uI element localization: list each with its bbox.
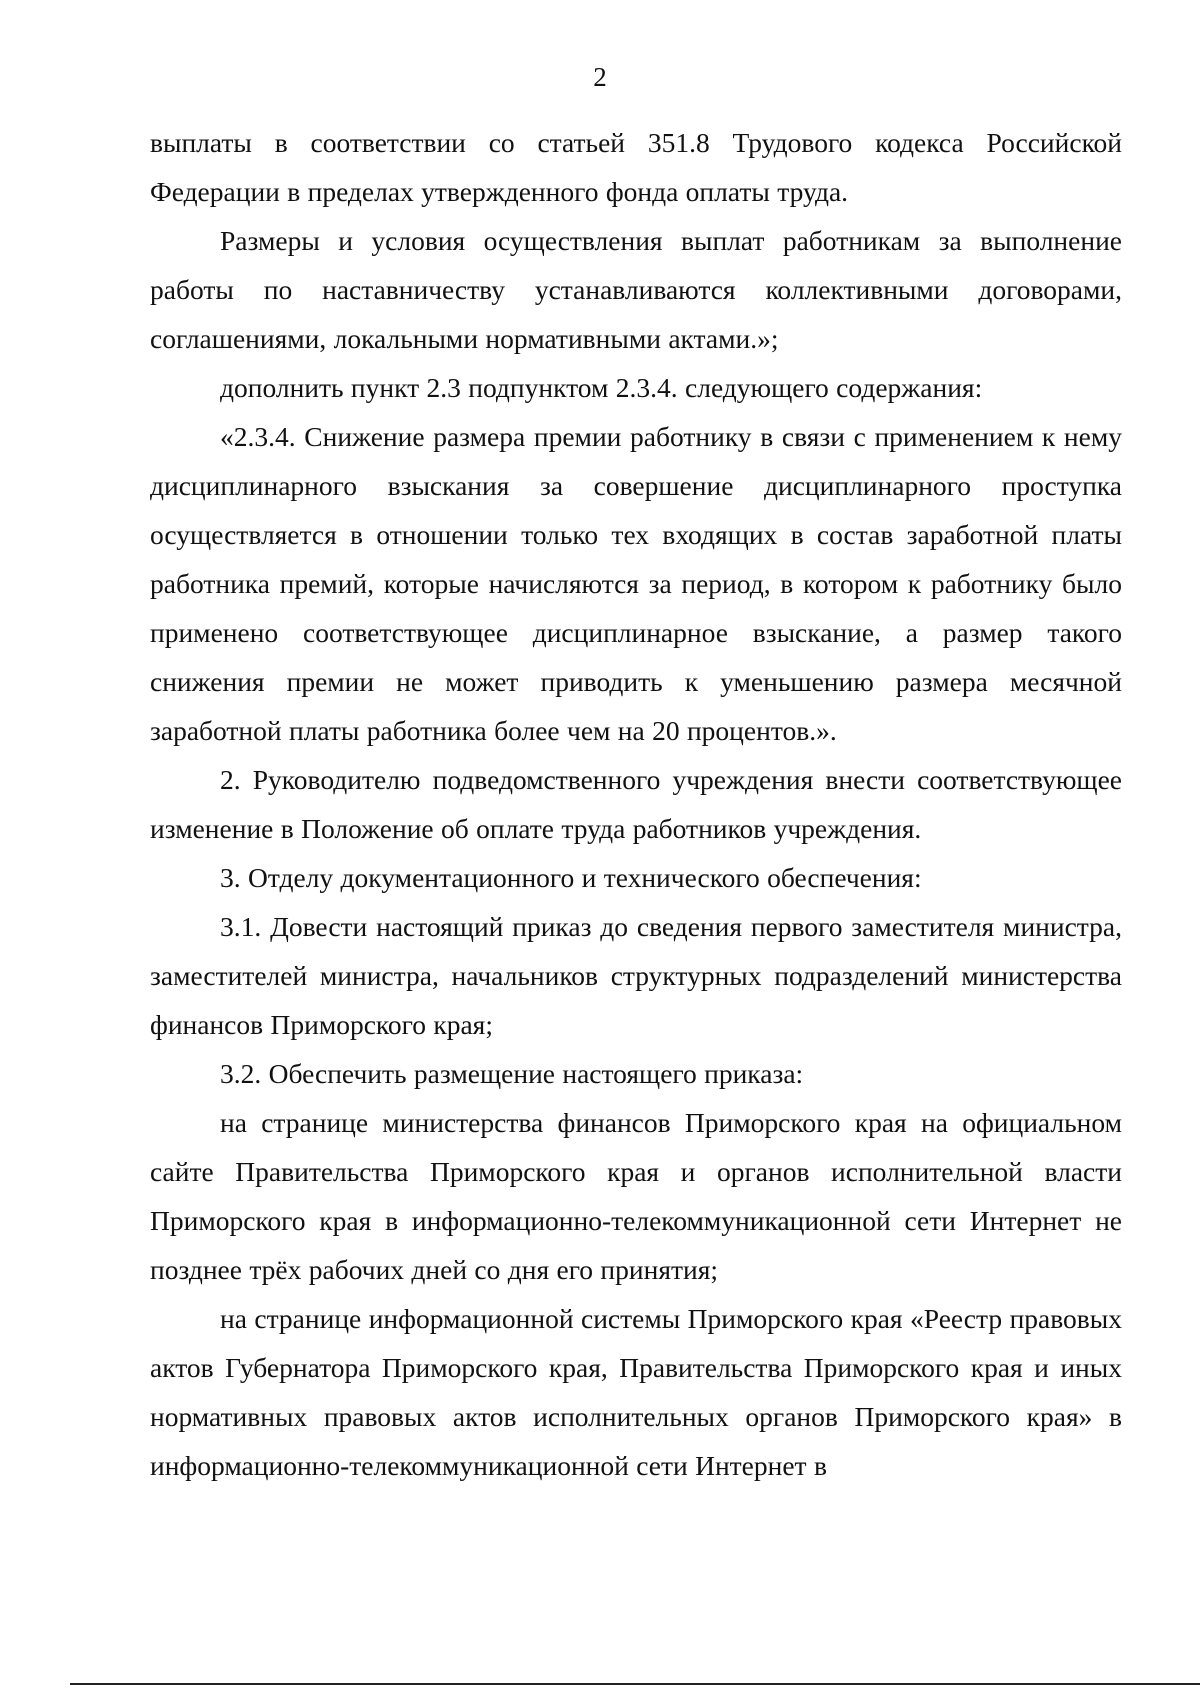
paragraph-publish-ministry-page: на странице министерства финансов Приморского края на официальном сайте Правительства Приморского края и органов исполнительной власти Приморского края в информационно-телекоммуникационной сети Интернет не позднее трёх рабочих дней со дня его принятия; (150, 1107, 1122, 1285)
bottom-rule (70, 1683, 1200, 1685)
page-number: 2 (593, 62, 607, 92)
document-body (150, 118, 1122, 1490)
paragraph-item-3: 3. Отделу документационного и технического обеспечения: (220, 862, 922, 893)
paragraph-item-3-1: 3.1. Довести настоящий приказ до сведения первого заместителя министра, заместителей министра, начальников структурных подразделений министерства финансов Приморского края; (150, 911, 1122, 1040)
paragraph-mentorship-payments: Размеры и условия осуществления выплат работникам за выполнение работы по наставничеству устанавливаются коллективными договорами, соглашениями, локальными нормативными актами.»; (150, 225, 1122, 354)
paragraph-continuation: выплаты в соответствии со статьей 351.8 Трудового кодекса Российской Федерации в пределах утвержденного фонда оплаты труда. (150, 127, 1122, 207)
paragraph-item-2: 2. Руководителю подведомственного учреждения внести соответствующее изменение в Положение об оплате труда работников учреждения. (150, 764, 1122, 844)
paragraph-amend-2-3: дополнить пункт 2.3 подпунктом 2.3.4. следующего содержания: (220, 372, 983, 403)
paragraph-item-3-2: 3.2. Обеспечить размещение настоящего приказа: (220, 1058, 804, 1089)
paragraph-2-3-4: «2.3.4. Снижение размера премии работнику в связи с применением к нему дисциплинарного взыскания за совершение дисциплинарного проступка осуществляется в отношении только тех входящих в состав заработной платы работника премий, которые начисляются за период, в котором к работнику было применено соответствующее дисциплинарное взыскание, а размер такого снижения премии не может приводить к уменьшению размера месячной заработной платы работника более чем на 20 процентов.». (150, 421, 1122, 746)
paragraph-publish-registry: на странице информационной системы Приморского края «Реестр правовых актов Губернатора Приморского края, Правительства Приморского края и иных нормативных правовых актов исполнительных органов Приморского края» в информационно-телекоммуникационной сети Интернет в (150, 1303, 1122, 1481)
